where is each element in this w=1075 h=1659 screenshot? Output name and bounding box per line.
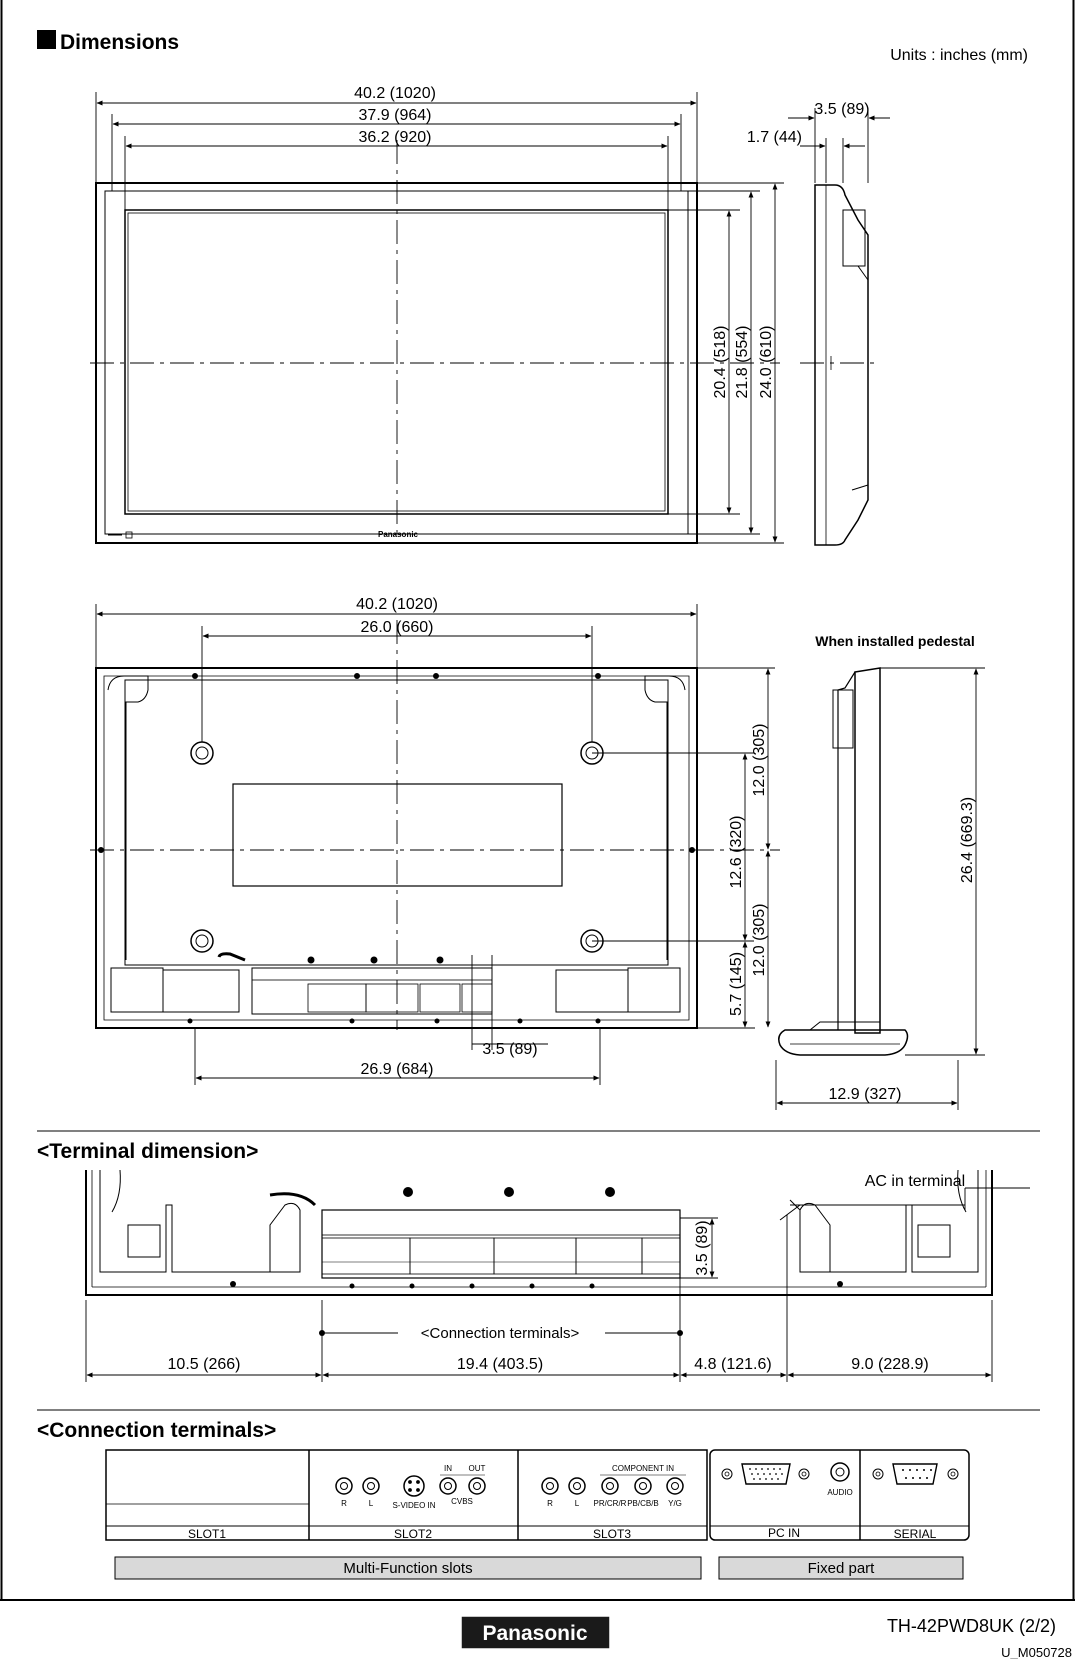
pedestal-label: When installed pedestal <box>815 633 975 649</box>
slot2-connectors <box>336 1475 485 1496</box>
ac-in-label: AC in terminal <box>864 1173 966 1190</box>
front-view <box>90 140 780 543</box>
terminal-dimension-lines <box>86 1188 1030 1382</box>
front-height-bezel: 21.8 (554) <box>734 325 751 399</box>
front-logo: Panasonic <box>377 530 419 539</box>
footer-page: (2/2) <box>1018 1616 1056 1636</box>
slot2-in-label: IN <box>444 1464 452 1473</box>
front-width-total: 40.2 (1020) <box>354 85 436 102</box>
slot3-label: SLOT3 <box>592 1527 632 1541</box>
slot2-r-label: R <box>341 1499 347 1508</box>
units-note: Units : inches (mm) <box>890 47 1028 64</box>
connection-terminals-title: <Connection terminals> <box>37 1419 277 1442</box>
rear-view <box>90 620 780 1030</box>
slot3-pr-label: PR/CR/R <box>593 1499 627 1508</box>
terminal-dimension-title: <Terminal dimension> <box>37 1140 259 1163</box>
pc-audio-label: AUDIO <box>827 1488 853 1497</box>
serial-connectors <box>873 1464 958 1484</box>
serial-dsub-pins <box>902 1469 932 1479</box>
slot3-r-label: R <box>547 1499 553 1508</box>
rear-screws <box>98 673 695 1024</box>
pc-in-label: PC IN <box>767 1526 801 1540</box>
pc-dsub-pins <box>749 1468 783 1480</box>
slot2-cvbs-in-jack-icon <box>440 1478 456 1494</box>
slot2-cvbs-out-jack-icon <box>469 1478 485 1494</box>
slot2-l-label: L <box>368 1499 374 1508</box>
multi-function-label: Multi-Function slots <box>343 1560 473 1577</box>
slot2-label: SLOT2 <box>393 1527 433 1541</box>
slot3-l-label: L <box>574 1499 580 1508</box>
rear-lower-offset: 12.0 (305) <box>751 903 768 977</box>
serial-label: SERIAL <box>893 1527 937 1541</box>
slot3-pr-jack-icon <box>602 1478 618 1494</box>
slot3-audio-r-jack-icon <box>542 1478 558 1494</box>
slot3-yg-jack-icon <box>667 1478 683 1494</box>
side-depth-body: 1.7 (44) <box>746 129 802 146</box>
pedestal-depth: 12.9 (327) <box>828 1086 902 1103</box>
rear-foot-spacing: 26.9 (684) <box>360 1061 434 1078</box>
slot2-svideo-label: S-VIDEO IN <box>392 1501 436 1510</box>
rear-mount-spacing: 26.0 (660) <box>360 619 434 636</box>
title-square-icon <box>37 30 56 49</box>
footer-model-name: TH-42PWD8UK <box>886 1616 1014 1636</box>
dim-left-label: 10.5 (266) <box>167 1356 241 1373</box>
front-width-bezel: 37.9 (964) <box>358 107 432 124</box>
front-width-screen: 36.2 (920) <box>358 129 432 146</box>
slot2-audio-l-jack-icon <box>363 1478 379 1494</box>
rear-terminal-depth: 3.5 (89) <box>482 1041 538 1058</box>
rear-width-total: 40.2 (1020) <box>356 596 438 613</box>
pc-in-connectors <box>722 1463 849 1484</box>
slot1-label: SLOT1 <box>187 1527 227 1541</box>
slot2-audio-r-jack-icon <box>336 1478 352 1494</box>
rear-bottom-offset: 5.7 (145) <box>728 951 745 1017</box>
connection-span-label: <Connection terminals> <box>420 1325 580 1342</box>
dim-terminals-label: 19.4 (403.5) <box>456 1356 544 1373</box>
serial-dsub-port-icon <box>893 1464 937 1484</box>
connection-span-dot-right <box>677 1330 683 1336</box>
slot2-out-label: OUT <box>468 1464 486 1473</box>
slot3-connectors <box>542 1475 686 1494</box>
side-depth-total: 3.5 (89) <box>814 101 870 118</box>
pedestal-height: 26.4 (669.3) <box>959 796 976 884</box>
slot3-pb-jack-icon <box>635 1478 651 1494</box>
brand-logo-text: Panasonic <box>482 1622 588 1645</box>
fixed-part-label: Fixed part <box>807 1560 875 1577</box>
front-height-screen: 20.4 (518) <box>712 325 729 399</box>
front-height-total: 24.0 (610) <box>758 325 775 399</box>
terminal-dimension-view <box>86 1170 992 1295</box>
pc-audio-jack-icon <box>831 1463 849 1481</box>
side-depth-dims <box>788 108 890 183</box>
slot3-component-label: COMPONENT IN <box>611 1464 675 1473</box>
dim-right-label: 9.0 (228.9) <box>851 1356 929 1373</box>
terminal-depth-label: 3.5 (89) <box>694 1220 711 1276</box>
pedestal-view <box>779 668 908 1055</box>
rear-upper-offset: 12.0 (305) <box>751 723 768 797</box>
footer-code: U_M050728 <box>1001 1645 1072 1659</box>
slot3-yg-label: Y/G <box>668 1499 682 1508</box>
page-title: Dimensions <box>60 31 180 54</box>
slot2-svideo-jack-icon <box>404 1476 424 1496</box>
slot3-pb-label: PB/CB/B <box>627 1499 659 1508</box>
side-view <box>800 185 880 545</box>
slot2-cvbs-label: CVBS <box>451 1497 473 1506</box>
rear-center-offset: 12.6 (320) <box>728 815 745 889</box>
footer-model <box>887 1616 1056 1636</box>
slot3-audio-l-jack-icon <box>569 1478 585 1494</box>
dim-to-ac-label: 4.8 (121.6) <box>694 1356 772 1373</box>
connection-span-dot-left <box>319 1330 325 1336</box>
